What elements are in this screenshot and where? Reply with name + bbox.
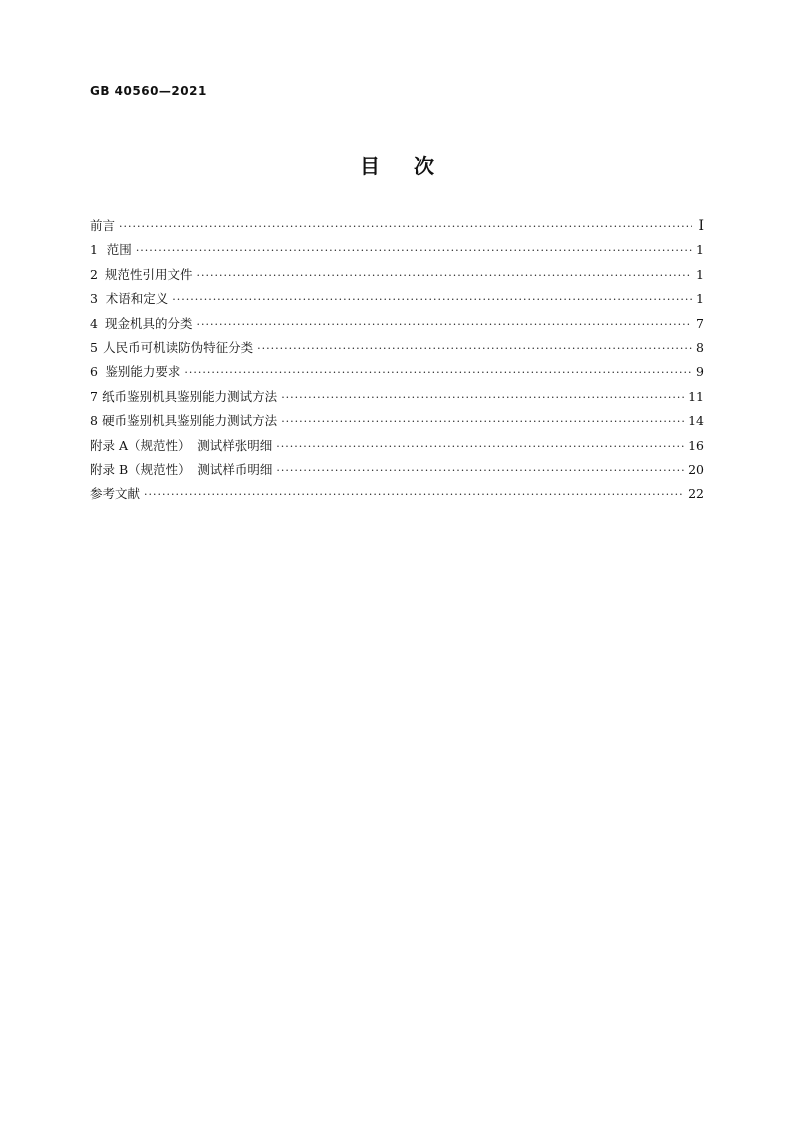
- dot-leader: [196, 266, 692, 286]
- toc-entry-classification[interactable]: [90, 314, 704, 338]
- table-of-contents: [90, 216, 704, 509]
- toc-entry-annex-label: 附录 B（规范性）: [90, 461, 191, 477]
- toc-entry-requirements[interactable]: [90, 362, 704, 386]
- toc-entry-number: 6: [90, 364, 98, 380]
- toc-entry-scope[interactable]: [90, 240, 704, 264]
- toc-entry-banknote-test[interactable]: [90, 387, 704, 411]
- toc-entry-foreword[interactable]: [90, 216, 704, 240]
- toc-entry-page: 9: [696, 364, 704, 380]
- dot-leader: [276, 437, 684, 457]
- toc-entry-annex-a[interactable]: [90, 436, 704, 460]
- dot-leader: [196, 315, 692, 335]
- dot-leader: [184, 363, 692, 383]
- dot-leader: [144, 485, 684, 505]
- toc-entry-page: Ⅰ: [698, 218, 704, 234]
- dot-leader: [119, 217, 692, 237]
- toc-title: 目次: [360, 154, 468, 178]
- toc-entry-label: 参考文献: [90, 486, 141, 502]
- dot-leader: [136, 241, 692, 261]
- toc-entry-number: 3: [90, 291, 98, 307]
- toc-entry-terms[interactable]: [90, 289, 704, 313]
- dot-leader: [172, 290, 692, 310]
- toc-entry-page: 8: [696, 339, 704, 355]
- toc-entry-coin-test[interactable]: [90, 411, 704, 435]
- dot-leader: [281, 412, 684, 432]
- toc-entry-security-features[interactable]: [90, 338, 704, 362]
- toc-entry-label: 规范性引用文件: [104, 266, 193, 282]
- toc-entry-label: 测试样张明细: [197, 437, 273, 453]
- toc-entry-number: 2: [90, 266, 98, 282]
- toc-entry-page: 20: [688, 461, 704, 477]
- toc-entry-page: 1: [696, 242, 704, 258]
- toc-entry-annex-label: 附录 A（规范性）: [90, 437, 191, 453]
- toc-entry-number: 7: [90, 388, 98, 404]
- toc-entry-label: 术语和定义: [105, 291, 169, 307]
- standard-code: GB 40560—2021: [90, 84, 207, 98]
- toc-entry-number: 8: [90, 413, 98, 429]
- toc-entry-page: 7: [696, 315, 704, 331]
- toc-entry-label: 测试样币明细: [197, 461, 273, 477]
- toc-entry-label: 鉴别能力要求: [105, 364, 181, 380]
- toc-entry-bibliography[interactable]: [90, 484, 704, 508]
- toc-entry-page: 1: [696, 266, 704, 282]
- toc-entry-label: 前言: [90, 218, 116, 233]
- toc-entry-label: 人民币可机读防伪特征分类: [103, 339, 254, 355]
- dot-leader: [257, 339, 692, 359]
- toc-entry-page: 16: [688, 437, 704, 453]
- toc-entry-page: 14: [688, 413, 704, 429]
- toc-entry-label: 硬币鉴别机具鉴别能力测试方法: [102, 413, 278, 429]
- toc-entry-label: 纸币鉴别机具鉴别能力测试方法: [102, 388, 278, 404]
- dot-leader: [281, 388, 684, 408]
- toc-entry-number: 5: [90, 339, 98, 355]
- toc-entry-page: 22: [688, 486, 704, 502]
- dot-leader: [276, 461, 684, 481]
- toc-entry-page: 11: [688, 388, 704, 404]
- toc-entry-number: 4: [90, 315, 98, 331]
- toc-entry-normative-references[interactable]: [90, 265, 704, 289]
- toc-entry-annex-b[interactable]: [90, 460, 704, 484]
- toc-entry-label: 范围: [106, 242, 132, 258]
- toc-entry-page: 1: [696, 291, 704, 307]
- toc-entry-number: 1: [90, 242, 98, 258]
- toc-entry-label: 现金机具的分类: [104, 315, 193, 331]
